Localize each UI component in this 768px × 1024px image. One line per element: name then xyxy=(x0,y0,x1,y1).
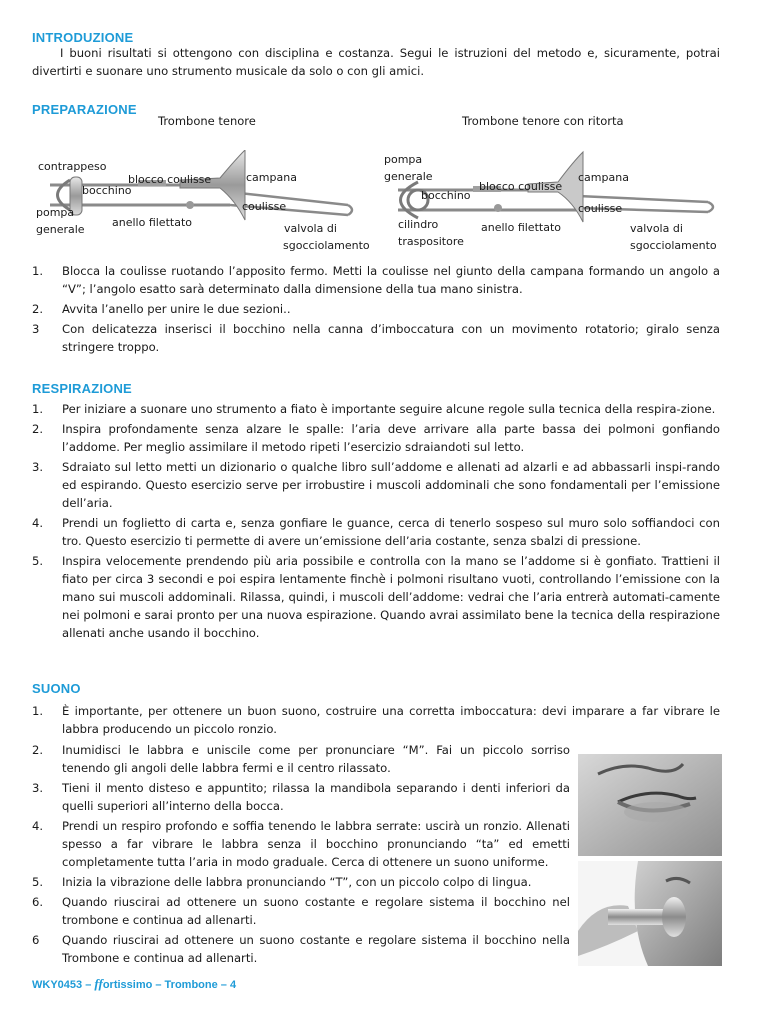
footer-code: WKY0453 – xyxy=(32,979,92,991)
list-item: 5. Inspira velocemente prendendo più aria possibile e controlla con la mano se l’addome si è gonfiato. Trattieni il fiato per circa 3 secondi e poi espira lentamente finchè i polmoni risultano vuoti, controllando l’emissione con la mano sui muscoli addominali. Rilassa, quindi, i muscoli dell’addome: vedrai che l’aria entrerà automati-camente nei polmoni e sarai pronto per una nuova espirazione. Quando avrai assimilato bene la tecnica della respirazione allenati anche usando il bocchino. xyxy=(32,554,720,640)
caption-trombone-ritorta: Trombone tenore con ritorta xyxy=(462,114,624,128)
label-generale: generale xyxy=(36,223,85,236)
label-pompa: pompa xyxy=(36,206,75,219)
list-item: 3. Tieni il mento disteso e appuntito; rilassa la mandibola separando i denti inferiori da quelli superiori all’interno della bocca. xyxy=(32,781,570,813)
list-item: 3 Con delicatezza inserisci il bocchino nella canna d’imboccatura con un movimento rotatorio; giralo senza stringere troppo. xyxy=(32,322,720,354)
label-coulisse: coulisse xyxy=(242,200,287,213)
page-footer xyxy=(32,976,236,992)
intro-text: I buoni risultati si ottengono con disciplina e costanza. Segui le istruzioni del metodo e, sicuramente, potrai divertirti e suonare uno strumento musicale da solo o con gli amici. xyxy=(32,46,720,78)
preparazione-list xyxy=(32,262,720,358)
footer-rest: ortissimo – Trombone – 4 xyxy=(102,979,237,991)
list-item: 4. Prendi un foglietto di carta e, senza gonfiare le guance, cerca di tenerlo sospeso sul muro solo soffiandoci con tro. Questo esercizio ti permette di avere un’emissione dell’aria costante, senza sbalzi di pressione. xyxy=(32,516,720,548)
respirazione-list xyxy=(32,400,720,644)
suono-list xyxy=(32,741,570,969)
label-valvola-right: valvola di xyxy=(630,222,683,235)
list-item: 3. Sdraiato sul letto metti un dizionario o qualche libro sull’addome e allenati ad alzarli e ad abbassarli inspi-rando ed espirando. Questo esercizio serve per irrobustire i muscoli addominali che sono fondamentali per l’emissione dell’aria. xyxy=(32,460,720,510)
label-blocco-coulisse: blocco coulisse xyxy=(128,173,212,186)
list-item: 1. Per iniziare a suonare uno strumento a fiato è importante seguire alcune regole sulla tecnica della respira-zione. xyxy=(32,402,716,416)
list-item: 2. Avvita l’anello per unire le due sezioni.. xyxy=(32,302,291,316)
label-traspositore: traspositore xyxy=(398,235,464,248)
heading-respirazione: RESPIRAZIONE xyxy=(32,381,132,396)
label-anello-filettato-right: anello filettato xyxy=(481,221,561,234)
mouthpiece-photo xyxy=(578,861,722,966)
label-anello-filettato: anello filettato xyxy=(112,216,192,229)
list-item: 6. Quando riuscirai ad ottenere un suono costante e regolare sistema il bocchino nel trombone e continua ad allenarti. xyxy=(32,895,570,927)
list-item: 1. È importante, per ottenere un buon suono, costruire una corretta imboccatura: devi imparare a far vibrare le labbra producendo un piccolo ronzio. xyxy=(32,704,720,736)
label-pompa-right: pompa xyxy=(384,153,423,166)
list-item: 6 Quando riuscirai ad ottenere un suono costante e regolare sistema il bocchino nella Trombone e continua ad allenarti. xyxy=(32,933,570,965)
suono-list-intro xyxy=(32,702,720,740)
label-bocchino-right: bocchino xyxy=(421,189,471,202)
heading-suono: SUONO xyxy=(32,681,81,696)
label-sgocciolamento-right: sgocciolamento xyxy=(630,239,717,252)
label-blocco-coulisse-right: blocco coulisse xyxy=(479,180,563,193)
label-cilindro: cilindro xyxy=(398,218,439,231)
label-contrappeso: contrappeso xyxy=(38,160,107,173)
heading-introduzione: INTRODUZIONE xyxy=(32,30,134,45)
list-item: 4. Prendi un respiro profondo e soffia tenendo le labbra serrate: uscirà un ronzio. Allenati spesso a far vibrare le labbra senza il bocchino pronunciando “ta” ed emetti completamente tutta l’aria in modo graduale. Cerca di ottenere un suono uniforme. xyxy=(32,819,570,869)
list-item: 5. Inizia la vibrazione delle labbra pronunciando “T”, con un piccolo colpo di lingua. xyxy=(32,875,532,889)
lips-photo xyxy=(578,754,722,856)
label-coulisse-right: coulisse xyxy=(578,202,623,215)
list-item: 2. Inumidisci le labbra e uniscile come per pronunciare “M”. Fai un piccolo sorriso tenendo gli angoli delle labbra fermi e il centro rilassato. xyxy=(32,743,570,775)
heading-preparazione: PREPARAZIONE xyxy=(32,102,137,117)
footer-ff: ff xyxy=(94,976,103,991)
intro-paragraph xyxy=(32,44,720,80)
lips-photo-image xyxy=(578,754,722,856)
list-item: 1. Blocca la coulisse ruotando l’apposito fermo. Metti la coulisse nel giunto della campana formando un angolo a “V”; l’angolo esatto sarà determinato dalla dimensione della tua mano sinistra. xyxy=(32,264,720,296)
mouthpiece-photo-image xyxy=(578,861,722,966)
label-valvola: valvola di xyxy=(284,222,337,235)
label-campana-right: campana xyxy=(578,171,629,184)
label-generale-right: generale xyxy=(384,170,433,183)
label-bocchino: bocchino xyxy=(82,184,132,197)
label-sgocciolamento: sgocciolamento xyxy=(283,239,370,252)
list-item: 2. Inspira profondamente senza alzare le spalle: l’aria deve arrivare alla parte bassa dei polmoni gonfiando l’addome. Per meglio assimilare il metodo ripeti l’esercizio sdraiandoti sul letto. xyxy=(32,422,720,454)
caption-trombone-tenore: Trombone tenore xyxy=(158,114,256,128)
label-campana: campana xyxy=(246,171,297,184)
